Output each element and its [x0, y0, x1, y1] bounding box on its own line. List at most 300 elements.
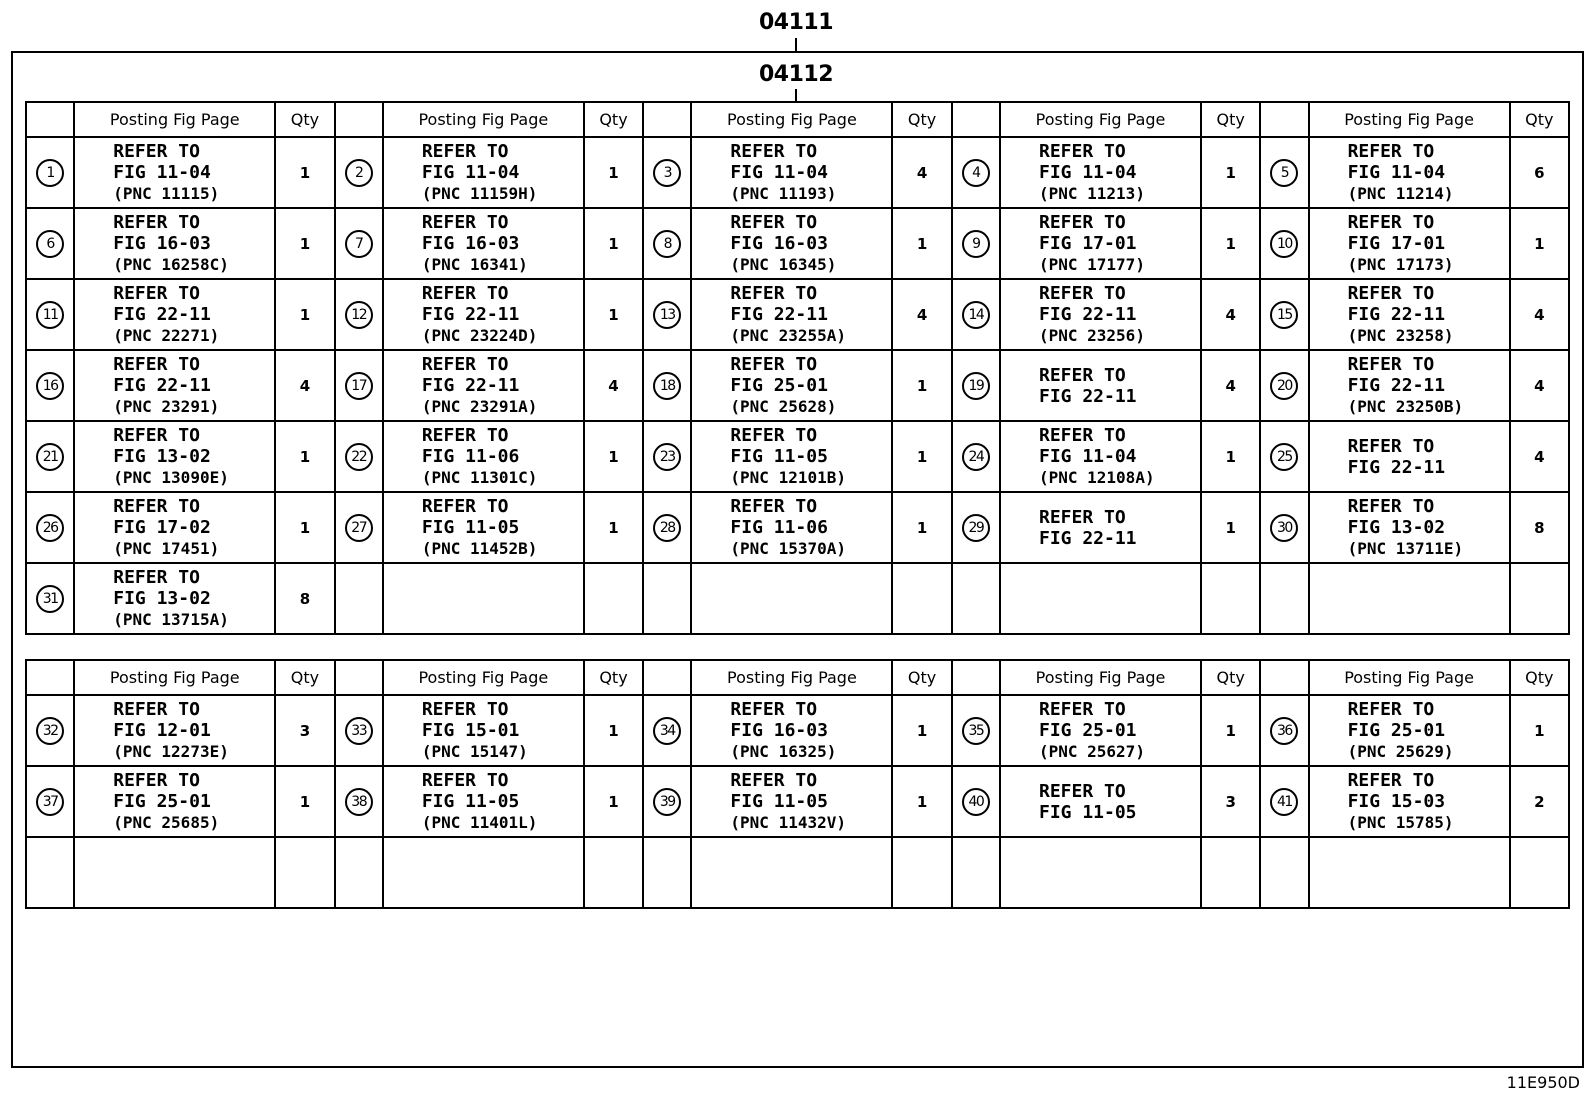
qty-value	[892, 563, 951, 634]
refer-label: REFER TO	[730, 354, 818, 375]
fig-ref: FIG 22-11	[1038, 527, 1137, 549]
fig-ref: FIG 22-11	[1347, 375, 1446, 396]
qty-value	[1510, 837, 1569, 908]
fig-ref: FIG 11-06	[730, 517, 828, 538]
item-number-cell	[952, 766, 1000, 837]
qty-value: 1	[584, 279, 643, 350]
table-row	[26, 421, 1569, 492]
qty-value: 4	[584, 350, 643, 421]
qty-value: 1	[275, 766, 334, 837]
header-posting: Posting Fig Page	[383, 660, 584, 695]
fig-ref: FIG 16-03	[730, 233, 828, 254]
refer-label: REFER TO	[421, 212, 509, 233]
refer-label: REFER TO	[1038, 283, 1126, 304]
item-number-cell	[952, 208, 1000, 279]
fig-ref: FIG 11-05	[730, 791, 828, 812]
refer-label: REFER TO	[1347, 435, 1435, 457]
item-number: 20	[1270, 372, 1298, 400]
qty-value	[275, 837, 334, 908]
header-blank	[1260, 102, 1308, 137]
header-posting: Posting Fig Page	[74, 660, 275, 695]
qty-value: 1	[892, 208, 951, 279]
item-number-cell	[643, 421, 691, 492]
item-number-cell	[26, 766, 74, 837]
qty-value	[892, 837, 951, 908]
reference-cell	[383, 695, 584, 766]
item-number-cell	[26, 563, 74, 634]
top-code-leader	[795, 38, 797, 51]
reference-cell	[1000, 563, 1201, 634]
item-number-cell	[1260, 208, 1308, 279]
item-number-cell	[952, 695, 1000, 766]
pnc-ref: (PNC 12108A)	[1038, 468, 1155, 487]
refer-label: REFER TO	[1038, 364, 1126, 386]
qty-value: 4	[892, 279, 951, 350]
refer-label: REFER TO	[113, 425, 200, 446]
refer-label: REFER TO	[730, 770, 818, 791]
inner-code: 04112	[758, 62, 834, 87]
item-number-cell	[335, 208, 383, 279]
item-number: 22	[345, 443, 373, 471]
fig-ref: FIG 11-05	[730, 446, 828, 467]
table-row	[26, 695, 1569, 766]
qty-value	[584, 837, 643, 908]
qty-value: 4	[1201, 350, 1260, 421]
header-qty: Qty	[1201, 660, 1260, 695]
fig-ref: FIG 13-02	[113, 446, 211, 467]
qty-value: 1	[892, 492, 951, 563]
header-row	[26, 660, 1569, 695]
header-posting: Posting Fig Page	[691, 102, 892, 137]
fig-ref: FIG 11-05	[421, 791, 520, 812]
reference-cell	[1309, 350, 1510, 421]
qty-value: 4	[1201, 279, 1260, 350]
refer-label: REFER TO	[113, 770, 200, 791]
fig-ref: FIG 22-11	[421, 304, 520, 325]
reference-cell	[691, 421, 892, 492]
qty-value: 4	[1510, 350, 1569, 421]
pnc-ref: (PNC 13090E)	[113, 468, 229, 487]
qty-value: 4	[1510, 421, 1569, 492]
fig-ref: FIG 22-11	[113, 304, 211, 325]
qty-value: 4	[275, 350, 334, 421]
item-number-cell	[335, 350, 383, 421]
fig-ref: FIG 17-02	[113, 517, 211, 538]
item-number-cell	[1260, 695, 1308, 766]
fig-ref: FIG 25-01	[1038, 720, 1137, 741]
pnc-ref: (PNC 17451)	[113, 539, 220, 558]
qty-value: 1	[584, 137, 643, 208]
qty-value: 1	[892, 766, 951, 837]
reference-cell	[1309, 766, 1510, 837]
reference-cell	[383, 350, 584, 421]
item-number-cell	[952, 421, 1000, 492]
item-number: 8	[653, 230, 681, 258]
item-number-cell	[1260, 563, 1308, 634]
reference-cell	[74, 837, 275, 908]
refer-label: REFER TO	[730, 212, 818, 233]
fig-ref: FIG 22-11	[730, 304, 828, 325]
refer-label: REFER TO	[730, 699, 818, 720]
figure-code: 11E950D	[1506, 1073, 1580, 1092]
item-number-cell	[335, 279, 383, 350]
item-number: 5	[1270, 159, 1298, 187]
fig-ref: FIG 11-04	[730, 162, 828, 183]
qty-value: 1	[1510, 695, 1569, 766]
reference-cell	[74, 279, 275, 350]
item-number-cell	[26, 350, 74, 421]
refer-label: REFER TO	[1347, 770, 1435, 791]
table-row	[26, 279, 1569, 350]
pnc-ref: (PNC 15785)	[1347, 813, 1454, 832]
reference-cell	[1309, 563, 1510, 634]
reference-cell	[691, 350, 892, 421]
refer-label: REFER TO	[113, 283, 200, 304]
pnc-ref: (PNC 11301C)	[421, 468, 538, 487]
reference-cell	[691, 563, 892, 634]
header-posting: Posting Fig Page	[74, 102, 275, 137]
qty-value: 1	[275, 137, 334, 208]
fig-ref: FIG 11-04	[421, 162, 520, 183]
reference-cell	[1000, 137, 1201, 208]
item-number: 32	[36, 717, 64, 745]
pnc-ref: (PNC 23291A)	[421, 397, 538, 416]
fig-ref: FIG 11-04	[113, 162, 211, 183]
reference-cell	[691, 766, 892, 837]
item-number-cell	[952, 837, 1000, 908]
header-blank	[643, 102, 691, 137]
fig-ref: FIG 16-03	[113, 233, 211, 254]
table-row	[26, 492, 1569, 563]
item-number: 12	[345, 301, 373, 329]
qty-value: 1	[892, 421, 951, 492]
refer-label: REFER TO	[113, 354, 200, 375]
qty-value: 8	[1510, 492, 1569, 563]
pnc-ref: (PNC 16258C)	[113, 255, 229, 274]
reference-cell	[1309, 137, 1510, 208]
reference-cell	[1000, 695, 1201, 766]
item-number: 35	[962, 717, 990, 745]
fig-ref: FIG 16-03	[421, 233, 520, 254]
item-number: 4	[962, 159, 990, 187]
item-number: 30	[1270, 514, 1298, 542]
qty-value: 1	[892, 695, 951, 766]
item-number-cell	[26, 137, 74, 208]
fig-ref: FIG 11-04	[1038, 446, 1137, 467]
item-number: 23	[653, 443, 681, 471]
header-row	[26, 102, 1569, 137]
fig-ref: FIG 15-03	[1347, 791, 1446, 812]
reference-cell	[1309, 421, 1510, 492]
reference-cell	[383, 563, 584, 634]
refer-label: REFER TO	[421, 496, 509, 517]
qty-value: 1	[584, 421, 643, 492]
item-number: 28	[653, 514, 681, 542]
qty-value	[1201, 563, 1260, 634]
qty-value: 1	[584, 695, 643, 766]
refer-label: REFER TO	[421, 699, 509, 720]
item-number: 29	[962, 514, 990, 542]
reference-cell	[1000, 421, 1201, 492]
item-number-cell	[643, 208, 691, 279]
reference-table-2	[25, 659, 1570, 909]
reference-cell	[383, 492, 584, 563]
header-blank	[952, 102, 1000, 137]
header-posting: Posting Fig Page	[1000, 102, 1201, 137]
reference-cell	[691, 492, 892, 563]
reference-cell	[74, 563, 275, 634]
fig-ref: FIG 13-02	[113, 588, 211, 609]
refer-label: REFER TO	[1038, 506, 1126, 528]
header-blank	[1260, 660, 1308, 695]
header-qty: Qty	[275, 660, 334, 695]
item-number: 15	[1270, 301, 1298, 329]
reference-cell	[383, 837, 584, 908]
pnc-ref: (PNC 11193)	[730, 184, 837, 203]
reference-cell	[1309, 208, 1510, 279]
qty-value: 3	[275, 695, 334, 766]
pnc-ref: (PNC 23255A)	[730, 326, 846, 345]
item-number: 36	[1270, 717, 1298, 745]
header-qty: Qty	[584, 660, 643, 695]
reference-cell	[383, 208, 584, 279]
item-number-cell	[1260, 766, 1308, 837]
item-number-cell	[1260, 837, 1308, 908]
item-number-cell	[1260, 350, 1308, 421]
item-number-cell	[1260, 492, 1308, 563]
header-posting: Posting Fig Page	[383, 102, 584, 137]
reference-cell	[1309, 492, 1510, 563]
fig-ref: FIG 22-11	[1347, 304, 1446, 325]
table-row	[26, 350, 1569, 421]
item-number-cell	[1260, 421, 1308, 492]
reference-cell	[74, 421, 275, 492]
fig-ref: FIG 22-11	[1038, 385, 1137, 407]
reference-cell	[74, 208, 275, 279]
item-number-cell	[26, 837, 74, 908]
table-row	[26, 208, 1569, 279]
fig-ref: FIG 22-11	[1347, 456, 1446, 478]
pnc-ref: (PNC 11213)	[1038, 184, 1145, 203]
header-posting: Posting Fig Page	[1000, 660, 1201, 695]
header-qty: Qty	[275, 102, 334, 137]
fig-ref: FIG 25-01	[730, 375, 828, 396]
item-number: 9	[962, 230, 990, 258]
header-qty: Qty	[1201, 102, 1260, 137]
header-posting: Posting Fig Page	[1309, 660, 1510, 695]
fig-ref: FIG 22-11	[1038, 304, 1137, 325]
qty-value: 1	[275, 208, 334, 279]
item-number-cell	[26, 492, 74, 563]
item-number: 16	[36, 372, 64, 400]
pnc-ref: (PNC 17177)	[1038, 255, 1145, 274]
pnc-ref: (PNC 23224D)	[421, 326, 538, 345]
fig-ref: FIG 11-04	[1347, 162, 1446, 183]
header-blank	[335, 102, 383, 137]
refer-label: REFER TO	[1347, 283, 1435, 304]
pnc-ref: (PNC 25629)	[1347, 742, 1454, 761]
pnc-ref: (PNC 11401L)	[421, 813, 538, 832]
qty-value	[1201, 837, 1260, 908]
item-number: 39	[653, 788, 681, 816]
refer-label: REFER TO	[1347, 212, 1435, 233]
fig-ref: FIG 11-06	[421, 446, 520, 467]
qty-value: 4	[1510, 279, 1569, 350]
item-number-cell	[952, 350, 1000, 421]
reference-cell	[74, 766, 275, 837]
header-qty: Qty	[1510, 102, 1569, 137]
reference-cell	[74, 492, 275, 563]
refer-label: REFER TO	[1038, 699, 1126, 720]
header-qty: Qty	[1510, 660, 1569, 695]
item-number-cell	[26, 279, 74, 350]
fig-ref: FIG 11-05	[421, 517, 520, 538]
table-row	[26, 766, 1569, 837]
pnc-ref: (PNC 16345)	[730, 255, 837, 274]
fig-ref: FIG 16-03	[730, 720, 828, 741]
pnc-ref: (PNC 23258)	[1347, 326, 1454, 345]
qty-value: 1	[1201, 137, 1260, 208]
pnc-ref: (PNC 11115)	[113, 184, 220, 203]
header-qty: Qty	[892, 660, 951, 695]
item-number-cell	[952, 492, 1000, 563]
item-number: 31	[36, 585, 64, 613]
fig-ref: FIG 25-01	[113, 791, 211, 812]
item-number: 24	[962, 443, 990, 471]
item-number: 34	[653, 717, 681, 745]
fig-ref: FIG 12-01	[113, 720, 211, 741]
item-number: 33	[345, 717, 373, 745]
refer-label: REFER TO	[113, 699, 200, 720]
qty-value: 1	[1201, 421, 1260, 492]
reference-cell	[74, 350, 275, 421]
pnc-ref: (PNC 11432V)	[730, 813, 846, 832]
pnc-ref: (PNC 16341)	[421, 255, 528, 274]
pnc-ref: (PNC 23291)	[113, 397, 220, 416]
reference-cell	[691, 137, 892, 208]
refer-label: REFER TO	[113, 141, 200, 162]
item-number-cell	[26, 208, 74, 279]
item-number-cell	[643, 837, 691, 908]
header-blank	[952, 660, 1000, 695]
item-number: 27	[345, 514, 373, 542]
refer-label: REFER TO	[421, 354, 509, 375]
table-row	[26, 563, 1569, 634]
qty-value: 6	[1510, 137, 1569, 208]
reference-cell	[1309, 279, 1510, 350]
qty-value: 8	[275, 563, 334, 634]
reference-cell	[383, 421, 584, 492]
header-blank	[335, 660, 383, 695]
pnc-ref: (PNC 11452B)	[421, 539, 538, 558]
item-number: 38	[345, 788, 373, 816]
item-number-cell	[643, 766, 691, 837]
fig-ref: FIG 22-11	[113, 375, 211, 396]
refer-label: REFER TO	[730, 425, 818, 446]
qty-value: 2	[1510, 766, 1569, 837]
item-number: 14	[962, 301, 990, 329]
reference-cell	[1000, 492, 1201, 563]
fig-ref: FIG 22-11	[421, 375, 520, 396]
item-number: 40	[962, 788, 990, 816]
refer-label: REFER TO	[1347, 141, 1435, 162]
reference-cell	[1309, 837, 1510, 908]
qty-value: 1	[584, 208, 643, 279]
item-number: 19	[962, 372, 990, 400]
item-number-cell	[952, 563, 1000, 634]
header-posting: Posting Fig Page	[691, 660, 892, 695]
item-number: 7	[345, 230, 373, 258]
refer-label: REFER TO	[730, 496, 818, 517]
pnc-ref: (PNC 15370A)	[730, 539, 846, 558]
reference-cell	[74, 137, 275, 208]
qty-value: 1	[1201, 208, 1260, 279]
qty-value	[1510, 563, 1569, 634]
reference-cell	[1000, 208, 1201, 279]
pnc-ref: (PNC 16325)	[730, 742, 837, 761]
pnc-ref: (PNC 23256)	[1038, 326, 1145, 345]
header-posting: Posting Fig Page	[1309, 102, 1510, 137]
reference-cell	[383, 279, 584, 350]
pnc-ref: (PNC 23250B)	[1347, 397, 1464, 416]
refer-label: REFER TO	[113, 567, 200, 588]
refer-label: REFER TO	[1038, 780, 1126, 802]
pnc-ref: (PNC 22271)	[113, 326, 220, 345]
reference-cell	[383, 137, 584, 208]
refer-label: REFER TO	[1347, 354, 1435, 375]
item-number: 13	[653, 301, 681, 329]
table-row	[26, 837, 1569, 908]
fig-ref: FIG 15-01	[421, 720, 520, 741]
reference-table-1	[25, 101, 1570, 635]
item-number: 6	[36, 230, 64, 258]
qty-value: 1	[275, 421, 334, 492]
pnc-ref: (PNC 13715A)	[113, 610, 229, 629]
item-number-cell	[643, 279, 691, 350]
pnc-ref: (PNC 13711E)	[1347, 539, 1464, 558]
reference-cell	[383, 766, 584, 837]
item-number-cell	[643, 695, 691, 766]
item-number-cell	[643, 137, 691, 208]
item-number-cell	[335, 492, 383, 563]
item-number-cell	[335, 837, 383, 908]
pnc-ref: (PNC 25628)	[730, 397, 837, 416]
refer-label: REFER TO	[730, 283, 818, 304]
item-number-cell	[335, 137, 383, 208]
item-number: 10	[1270, 230, 1298, 258]
header-qty: Qty	[892, 102, 951, 137]
reference-cell	[74, 695, 275, 766]
item-number-cell	[335, 695, 383, 766]
qty-value: 1	[275, 279, 334, 350]
fig-ref: FIG 13-02	[1347, 517, 1446, 538]
fig-ref: FIG 11-05	[1038, 801, 1137, 823]
table-row	[26, 137, 1569, 208]
qty-value: 4	[892, 137, 951, 208]
item-number-cell	[335, 766, 383, 837]
fig-ref: FIG 17-01	[1038, 233, 1137, 254]
reference-cell	[1000, 837, 1201, 908]
item-number: 21	[36, 443, 64, 471]
fig-ref: FIG 11-04	[1038, 162, 1137, 183]
item-number-cell	[643, 563, 691, 634]
refer-label: REFER TO	[1347, 496, 1435, 517]
item-number: 18	[653, 372, 681, 400]
item-number-cell	[643, 350, 691, 421]
refer-label: REFER TO	[113, 212, 200, 233]
item-number-cell	[26, 421, 74, 492]
refer-label: REFER TO	[1038, 212, 1126, 233]
